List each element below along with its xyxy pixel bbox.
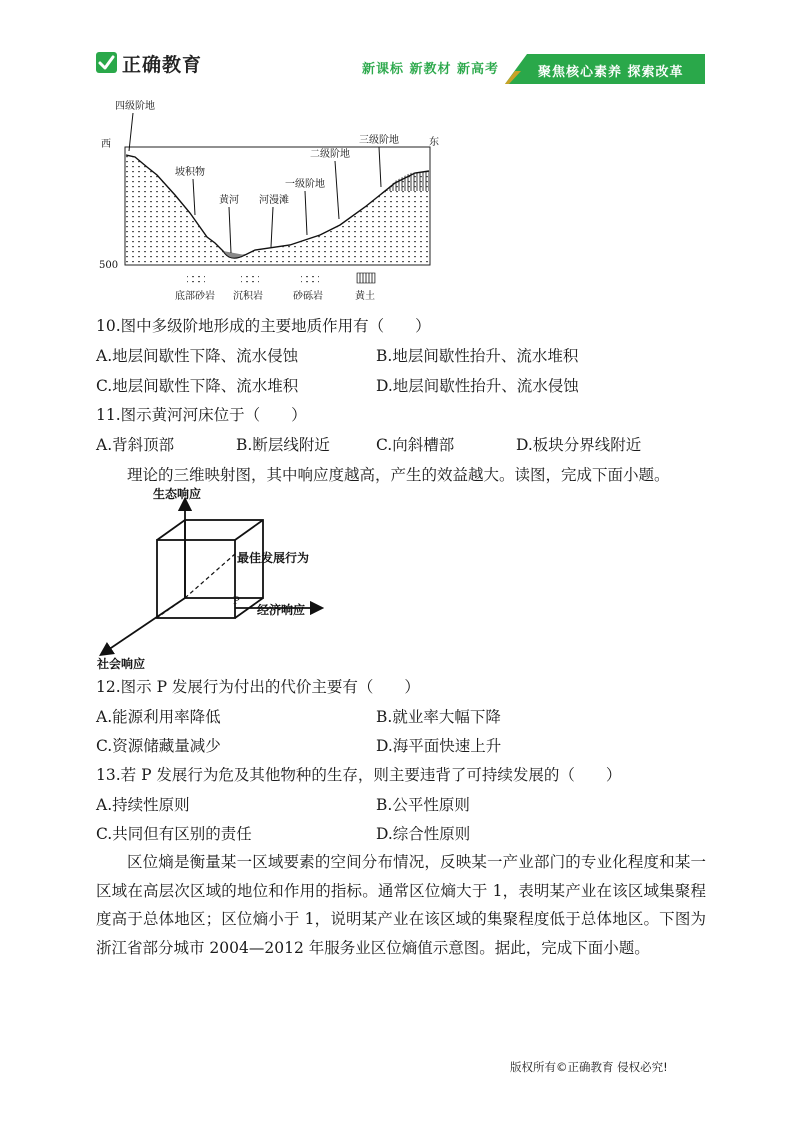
q10-option-d[interactable]: D.地层间歇性抬升、流水侵蚀 <box>376 377 579 395</box>
legend-sedimentary: 沉积岩 <box>233 291 263 302</box>
legend-swatch-sandstone <box>187 275 205 283</box>
legend-conglomerate: 砂砾岩 <box>293 291 323 302</box>
q11-option-b[interactable]: B.断层线附近 <box>236 436 330 454</box>
q12-option-b[interactable]: B.就业率大幅下降 <box>376 708 501 726</box>
figure1-legend <box>175 273 375 302</box>
terrace-cross-section-figure <box>95 95 439 305</box>
q12-option-a[interactable]: A.能源利用率降低 <box>96 708 221 726</box>
q10-option-b[interactable]: B.地层间歇性抬升、流水堆积 <box>376 347 579 365</box>
q10-option-c[interactable]: C.地层间歇性下降、流水堆积 <box>96 377 299 395</box>
q13-option-a[interactable]: A.持续性原则 <box>96 796 190 814</box>
label-elevation: 500 <box>99 260 119 271</box>
q13-stem: 13.若 P 发展行为危及其他物种的生存，则主要违背了可持续发展的（ ） <box>96 766 622 784</box>
label-slope-deposit: 坡积物 <box>175 167 205 178</box>
legend-swatch-conglomerate <box>301 275 319 283</box>
slogan-left: 新课标 新教材 新高考 <box>362 62 500 77</box>
intro-paragraph-2: 理论的三维映射图，其中响应度越高，产生的效益越大。读图，完成下面小题。 <box>127 466 670 484</box>
label-best-development: 最佳发展行为 <box>237 551 310 565</box>
q11-option-d[interactable]: D.板块分界线附近 <box>516 436 642 454</box>
label-west: 西 <box>101 139 111 150</box>
response-cube-figure <box>95 482 345 672</box>
q11-option-c[interactable]: C.向斜槽部 <box>376 436 455 454</box>
brand-check-icon <box>96 52 117 73</box>
label-east: 东 <box>429 137 439 148</box>
q13-option-c[interactable]: C.共同但有区别的责任 <box>96 825 252 843</box>
q13-option-d[interactable]: D.综合性原则 <box>376 825 471 843</box>
q12-option-d[interactable]: D.海平面快速上升 <box>376 737 502 755</box>
label-level3: 三级阶地 <box>359 135 399 146</box>
q11-stem: 11.图示黄河河床位于（ ） <box>96 406 307 424</box>
label-econ-response: 经济响应 <box>257 603 306 617</box>
label-social-response: 社会响应 <box>97 657 146 671</box>
location-entropy-passage: 区位熵是衡量某一区域要素的空间分布情况，反映某一产业部门的专业化程度和某一区域在高层次区域的地位和作用的指标。通常区位熵大于 1，表明某产业在该区域集聚程度高于总体地区；区位熵小于 1，说明某产业在该区域的集聚程度低于总体地区。下图为浙江省部分城市 2004—2012 年服务业区位熵值示意图。据此，完成下面小题。 <box>96 853 706 957</box>
q12-stem: 12.图示 P 发展行为付出的代价主要有（ ） <box>96 678 420 696</box>
social-axis <box>105 598 185 652</box>
slogan-right: 聚焦核心素养 探索改革 <box>538 65 684 80</box>
label-floodplain: 河漫滩 <box>259 195 289 206</box>
q10-option-a[interactable]: A.地层间歇性下降、流水侵蚀 <box>96 347 299 365</box>
label-point-p: P <box>233 596 240 607</box>
best-diagonal <box>185 554 235 598</box>
q12-option-c[interactable]: C.资源储藏量减少 <box>96 737 221 755</box>
legend-sandstone: 底部砂岩 <box>175 291 215 302</box>
q10-stem: 10.图中多级阶地形成的主要地质作用有（ ） <box>96 317 431 335</box>
legend-swatch-sedimentary <box>241 275 259 283</box>
copyright-footer: 版权所有©正确教育 侵权必究! <box>510 1060 668 1074</box>
label-yellow-river: 黄河 <box>219 195 239 206</box>
q13-option-b[interactable]: B.公平性原则 <box>376 796 470 814</box>
label-level4: 四级阶地 <box>115 101 155 112</box>
label-level1: 一级阶地 <box>285 179 325 190</box>
legend-loess: 黄土 <box>355 291 375 302</box>
brand-name: 正确教育 <box>122 54 203 76</box>
legend-swatch-loess <box>357 273 375 283</box>
q11-option-a[interactable]: A.背斜顶部 <box>96 436 175 454</box>
label-eco-response: 生态响应 <box>153 487 202 501</box>
label-level2: 二级阶地 <box>310 149 350 160</box>
